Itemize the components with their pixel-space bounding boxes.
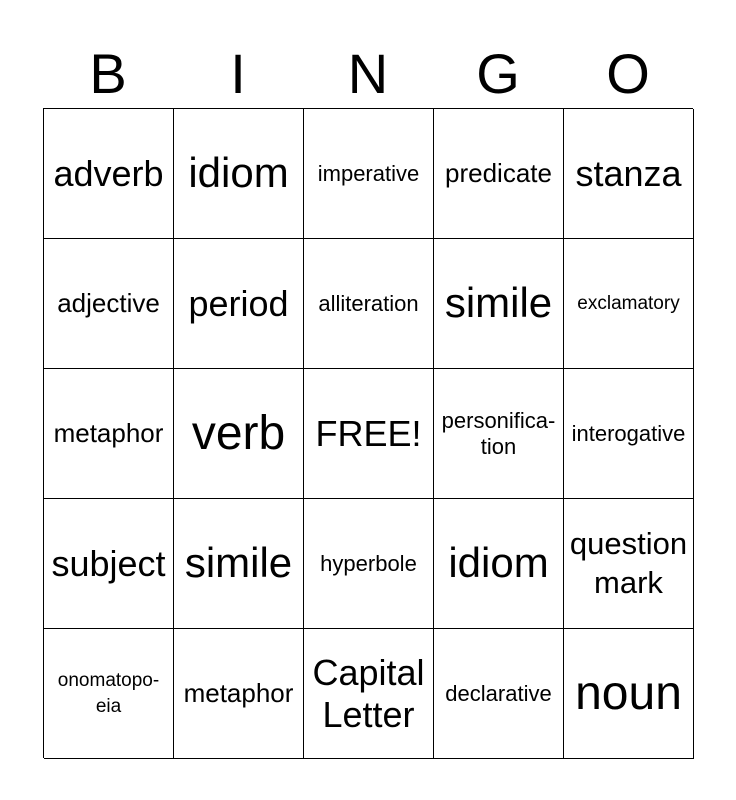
bingo-board [43, 108, 693, 758]
bingo-cell[interactable]: onomatopo- eia [44, 629, 174, 759]
bingo-header [43, 40, 693, 108]
bingo-cell[interactable]: period [174, 239, 304, 369]
bingo-cell[interactable]: adverb [44, 109, 174, 239]
bingo-cell[interactable]: simile [434, 239, 564, 369]
bingo-cell[interactable]: subject [44, 499, 174, 629]
bingo-cell[interactable]: interogative [564, 369, 694, 499]
bingo-cell[interactable]: idiom [434, 499, 564, 629]
bingo-cell[interactable]: question mark [564, 499, 694, 629]
bingo-cell[interactable]: predicate [434, 109, 564, 239]
header-letter-b: B [89, 42, 127, 105]
bingo-cell[interactable]: idiom [174, 109, 304, 239]
bingo-cell[interactable]: personifica- tion [434, 369, 564, 499]
header-letter-i: I [230, 42, 246, 105]
bingo-cell[interactable]: alliteration [304, 239, 434, 369]
bingo-cell[interactable]: exclamatory [564, 239, 694, 369]
bingo-cell[interactable]: verb [174, 369, 304, 499]
bingo-cell[interactable]: adjective [44, 239, 174, 369]
bingo-cell[interactable]: noun [564, 629, 694, 759]
header-letter-g: G [476, 42, 520, 105]
bingo-cell[interactable]: metaphor [174, 629, 304, 759]
free-space-cell[interactable]: FREE! [304, 369, 434, 499]
bingo-cell[interactable]: hyperbole [304, 499, 434, 629]
header-letter-n: N [347, 42, 389, 105]
bingo-cell[interactable]: metaphor [44, 369, 174, 499]
header-letter-o: O [606, 42, 650, 105]
bingo-cell[interactable]: declarative [434, 629, 564, 759]
bingo-cell[interactable]: imperative [304, 109, 434, 239]
bingo-cell[interactable]: Capital Letter [304, 629, 434, 759]
bingo-cell[interactable]: simile [174, 499, 304, 629]
bingo-cell[interactable]: stanza [564, 109, 694, 239]
